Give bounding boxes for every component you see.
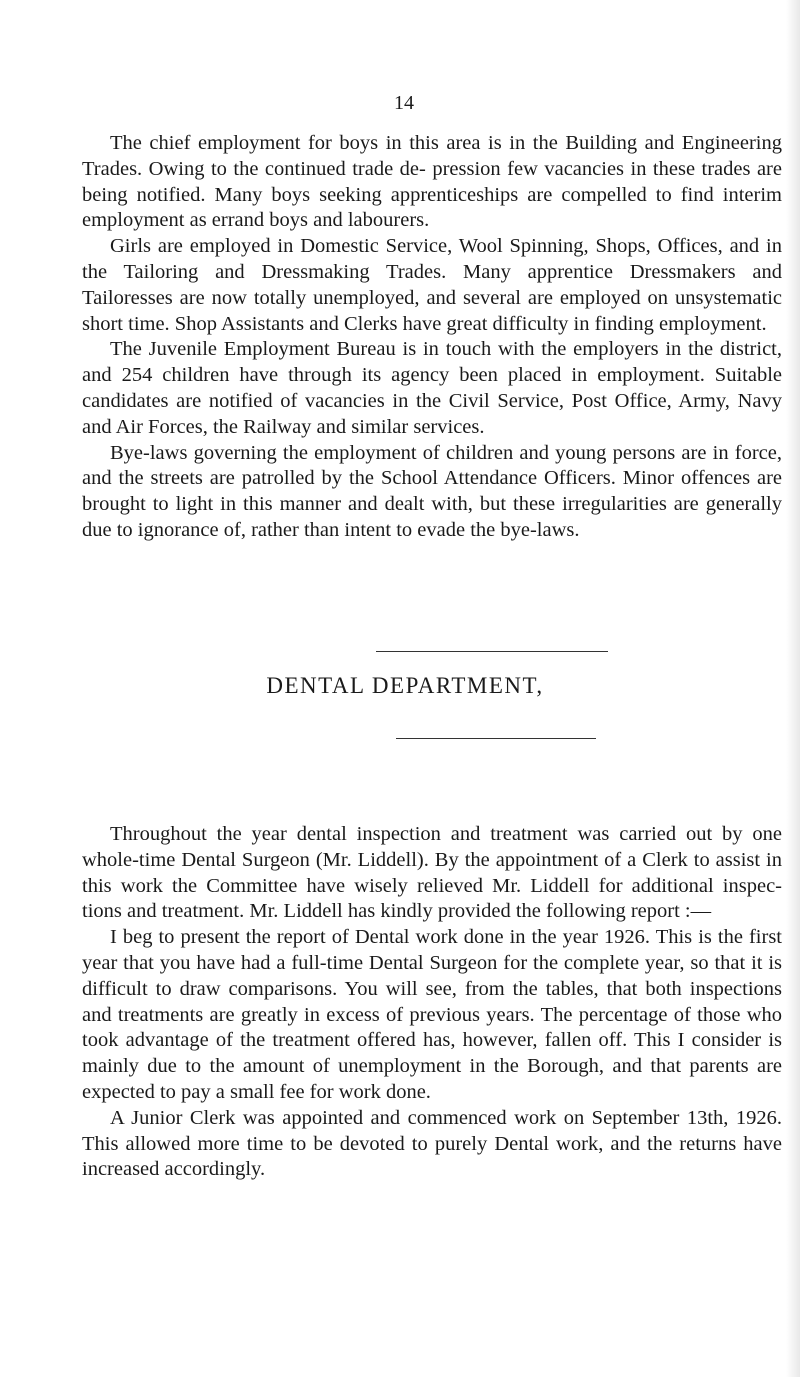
- divider-rule-bottom: [396, 738, 596, 739]
- paragraph-girls-employment: Girls are employed in Domestic Service, Wool Spinning, Shops, Offices, and in the Tailoring and Dressmaking Trades. Many apprentice Dressmakers and Tailoresses are now totally unemployed, and several are employed on unsystematic short time. Shop Assistants and Clerks have great difficulty in finding employment.: [82, 235, 782, 335]
- paragraph-dental-report: I beg to present the report of Dental work done in the year 1926. This is the first year that you have had a full-time Dental Surgeon for the complete year, so that it is difficult to draw comparisons. You will see, from the tables, that both inspections and treatments are greatly in excess of previous years. The percentage of those who took advantage of the treatment offered has, however, fallen off. This I consider is mainly due to the amount of unemployment in the Borough, and that parents are expected to pay a small fee for work done.: [82, 926, 782, 1103]
- paragraph-boys-employment: The chief employment for boys in this area is in the Building and Engineering Trades. Owing to the continued trade de- pression few vacancies in these trades are being notified. Many boys seeking apprenticeships are compelled to find interim employment as errand boys and labourers.: [82, 132, 782, 232]
- paragraph-bye-laws: Bye-laws governing the employment of children and young persons are in force, and the streets are patrolled by the School Attendance Officers. Minor offences are brought to light in this manner and dealt with, but these irregularities are generally due to ignorance of, rather than intent to evade the bye-laws.: [82, 441, 782, 541]
- page-number: 14: [394, 92, 414, 114]
- divider-rule-top: [376, 651, 608, 652]
- section-heading-dental: DENTAL DEPARTMENT,: [266, 673, 544, 698]
- employment-section: [82, 131, 782, 544]
- paragraph-dental-inspection: Throughout the year dental inspection and treatment was carried out by one whole-time Dental Surgeon (Mr. Liddell). By the appointment of a Clerk to assist in this work the Committee have wisely relieved Mr. Liddell for additional inspec- tions and treatment. Mr. Liddell has kindly provided the following report :—: [82, 823, 782, 923]
- paragraph-junior-clerk: A Junior Clerk was appointed and commenced work on September 13th, 1926. This allowed more time to be devoted to purely Dental work, and the returns have increased accordingly.: [82, 1106, 782, 1181]
- dental-section: [82, 822, 782, 1183]
- paragraph-employment-bureau: The Juvenile Employment Bureau is in touch with the employers in the district, and 254 children have through its agency been placed in employment. Suitable candidates are notified of vacancies in the Civil Service, Post Office, Army, Navy and Air Forces, the Railway and similar services.: [82, 338, 782, 438]
